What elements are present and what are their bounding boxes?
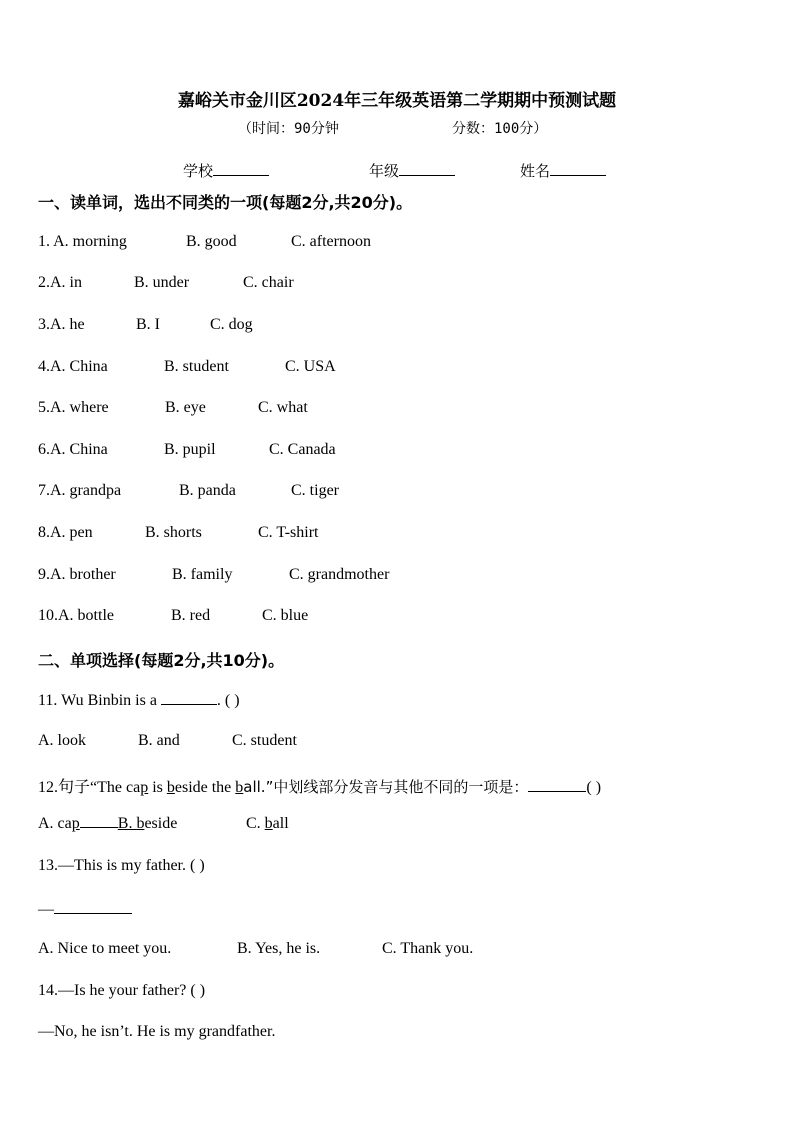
- question-9: [38, 566, 390, 584]
- option-c: C. Thank you.: [382, 940, 474, 957]
- underlined-letter: b: [136, 815, 145, 832]
- school-blank[interactable]: [213, 161, 269, 176]
- grade-label: 年级: [369, 162, 400, 180]
- option-b-label: B.: [117, 815, 137, 832]
- option-a: A. grandpa: [50, 482, 122, 499]
- option-b-text: eside: [144, 815, 178, 832]
- question-number: 3.: [38, 316, 50, 333]
- stem-text: eside the: [174, 779, 236, 796]
- option-b: B. Yes, he is.: [237, 940, 321, 957]
- question-11-options: [38, 732, 297, 750]
- exam-score: 分数：100分）: [452, 121, 548, 137]
- option-a: [38, 815, 80, 832]
- option-a: A. Nice to meet you.: [38, 940, 172, 957]
- question-14-reply: [38, 1023, 275, 1041]
- question-1: [38, 233, 371, 251]
- answer-blank[interactable]: [528, 777, 586, 792]
- option-a: A. China: [50, 358, 108, 375]
- question-12: [38, 774, 601, 797]
- question-3: [38, 316, 253, 334]
- question-10: [38, 607, 309, 625]
- underlined-letter: b: [166, 779, 175, 796]
- option-c: C. student: [232, 732, 297, 749]
- option-a-text: A. ca: [38, 815, 72, 832]
- question-8: [38, 524, 319, 542]
- question-13-reply: [38, 899, 132, 919]
- option-c: C. grandmother: [289, 566, 390, 583]
- question-number: 1.: [38, 233, 54, 250]
- stem-text: is: [148, 779, 167, 796]
- option-a: A. where: [50, 399, 109, 416]
- question-number: 4.: [38, 358, 50, 375]
- question-2: [38, 274, 294, 292]
- underlined-letter: b: [264, 815, 273, 832]
- school-field[interactable]: [183, 160, 269, 181]
- question-12-options: [38, 815, 289, 833]
- option-b-word: [136, 815, 177, 832]
- option-b: B. red: [171, 607, 211, 624]
- question-stem-prefix: 12.句子“The ca: [38, 779, 141, 796]
- option-c: C. chair: [243, 274, 294, 291]
- option-c: C. T-shirt: [258, 524, 319, 541]
- question-5: [38, 399, 308, 417]
- option-c: C. Canada: [269, 441, 336, 458]
- question-stem: 11. Wu Binbin is a: [38, 692, 157, 709]
- question-stem: 14.—Is he your father? ( ): [38, 982, 206, 999]
- exam-title: 嘉峪关市金川区2024年三年级英语第二学期期中预测试题: [177, 91, 617, 111]
- option-b: B. pupil: [164, 441, 216, 458]
- exam-time: （时间：90分钟: [238, 121, 339, 137]
- section2-heading: 二、单项选择(每题2分,共10分)。: [38, 651, 285, 670]
- underlined-letter: b: [235, 779, 244, 796]
- option-gap-line: [80, 815, 118, 828]
- underlined-letter: p: [140, 779, 149, 796]
- question-number: 9.: [38, 566, 50, 583]
- reply-dash: —: [38, 901, 54, 918]
- option-a: A. brother: [50, 566, 116, 583]
- question-number: 10.: [38, 607, 58, 624]
- name-label: 姓名: [520, 162, 551, 180]
- question-13-options: [38, 940, 474, 958]
- question-number: 2.: [38, 274, 50, 291]
- option-c-label: C.: [246, 815, 265, 832]
- question-14: [38, 982, 205, 1000]
- option-a: A. pen: [50, 524, 93, 541]
- question-7: [38, 482, 339, 500]
- question-6: [38, 441, 336, 459]
- option-c: C. tiger: [291, 482, 339, 499]
- section1-heading: 一、读单词，选出不同类的一项(每题2分,共20分)。: [38, 193, 413, 212]
- answer-blank[interactable]: [54, 899, 132, 914]
- name-blank[interactable]: [550, 161, 606, 176]
- option-b: B. shorts: [145, 524, 202, 541]
- question-4: [38, 358, 336, 376]
- answer-paren: . ( ): [216, 692, 240, 709]
- question-number: 5.: [38, 399, 50, 416]
- option-b: B. student: [164, 358, 229, 375]
- question-13: [38, 857, 205, 875]
- question-11: [38, 690, 240, 710]
- option-a: A. morning: [53, 233, 127, 250]
- option-c: C. dog: [210, 316, 253, 333]
- option-a: A. look: [38, 732, 86, 749]
- underlined-letter: p: [71, 815, 80, 832]
- option-b: B. eye: [165, 399, 206, 416]
- option-b: B. good: [186, 233, 237, 250]
- option-b: B. family: [172, 566, 233, 583]
- option-a: A. in: [50, 274, 82, 291]
- reply-text: —No, he isn’t. He is my grandfather.: [38, 1023, 276, 1040]
- option-b: B. I: [136, 316, 160, 333]
- stem-text: all.”中划线部分发音与其他不同的一项是：: [243, 778, 529, 796]
- option-a: A. China: [50, 441, 108, 458]
- question-number: 6.: [38, 441, 50, 458]
- question-stem: 13.—This is my father. ( ): [38, 857, 205, 874]
- option-c-text: all: [272, 815, 289, 832]
- option-b: B. and: [138, 732, 180, 749]
- name-field[interactable]: [520, 160, 606, 181]
- grade-field[interactable]: [369, 160, 455, 181]
- option-b: B. panda: [179, 482, 236, 499]
- option-c: [246, 815, 289, 833]
- option-c: C. blue: [262, 607, 309, 624]
- answer-paren: ( ): [586, 779, 602, 796]
- option-c: C. USA: [285, 358, 336, 375]
- question-number: 8.: [38, 524, 50, 541]
- option-b: B. under: [134, 274, 190, 291]
- option-a: A. he: [50, 316, 85, 333]
- answer-blank[interactable]: [161, 690, 217, 705]
- option-c: C. afternoon: [291, 233, 371, 250]
- option-b: [118, 815, 137, 832]
- grade-blank[interactable]: [399, 161, 455, 176]
- option-a: A. bottle: [58, 607, 114, 624]
- option-c: C. what: [258, 399, 308, 416]
- school-label: 学校: [183, 162, 214, 180]
- question-number: 7.: [38, 482, 50, 499]
